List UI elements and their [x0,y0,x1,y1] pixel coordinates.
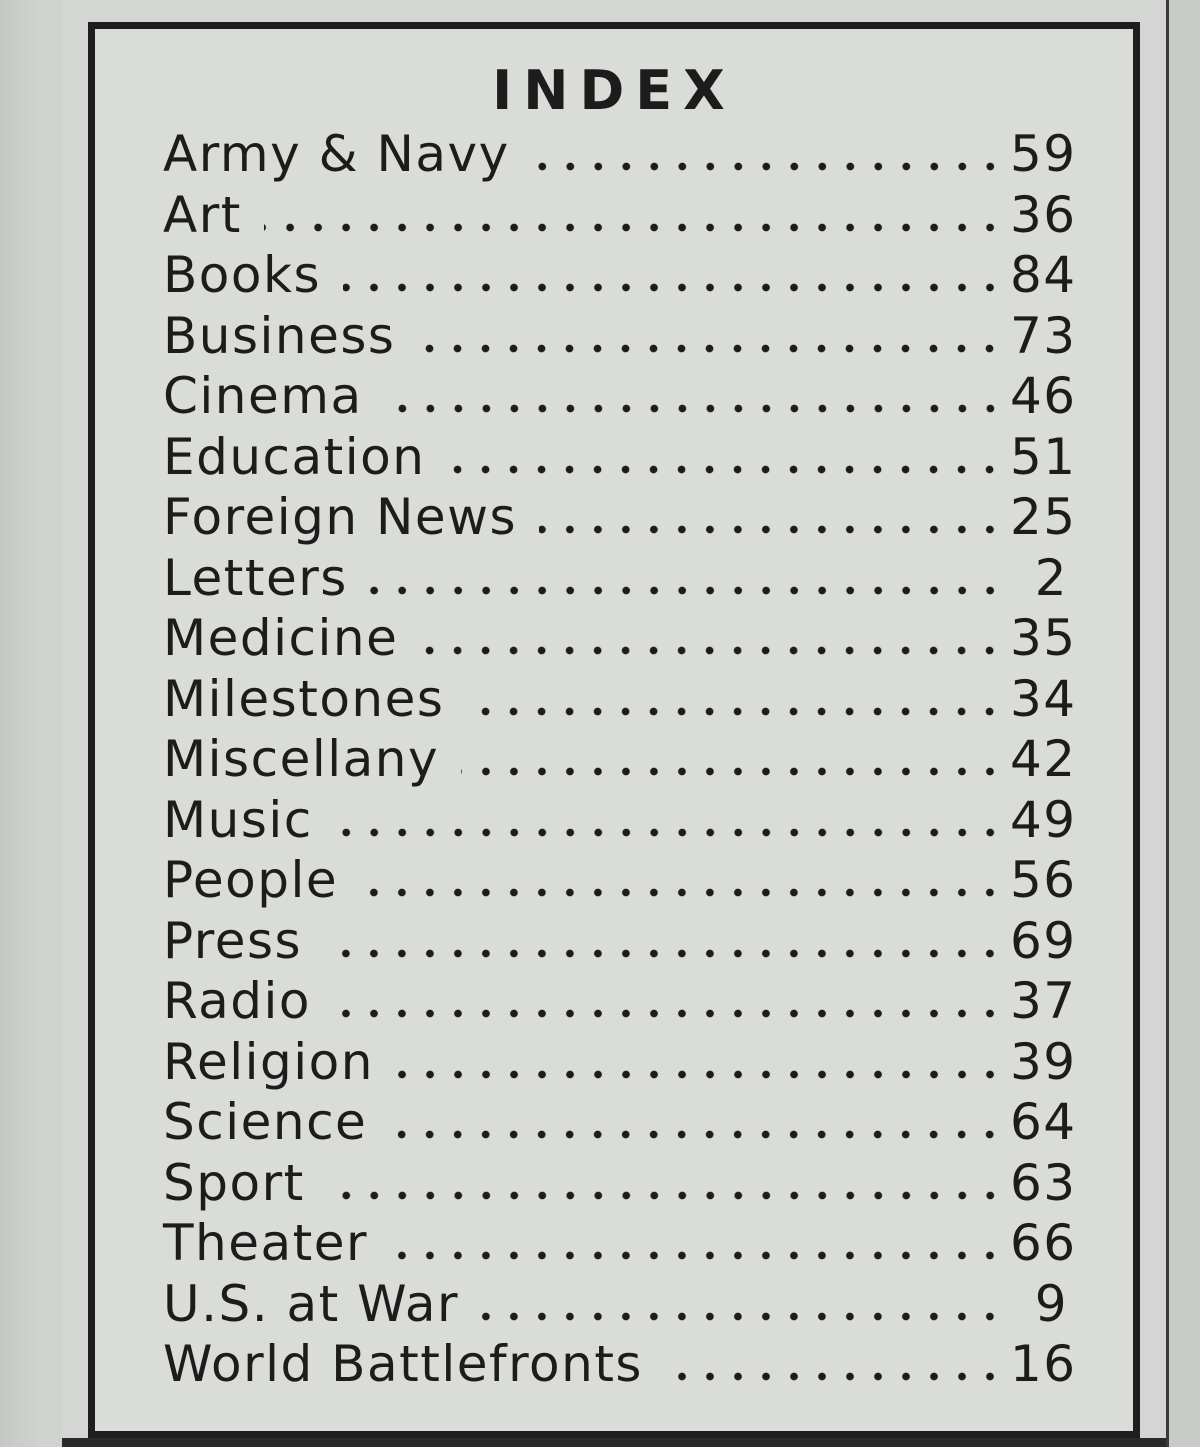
index-entry [163,729,1077,790]
index-entry-page: 39 [1010,1032,1077,1091]
dot-leader [333,1009,1004,1018]
index-entry-page: 36 [1010,185,1077,244]
dot-leader [264,223,1004,232]
index-entry [163,306,1077,367]
index-entry-page: 73 [1010,306,1077,365]
index-entry-page: 16 [1010,1335,1077,1393]
index-title: INDEX [492,59,736,122]
index-entry-page: 63 [1010,1153,1077,1212]
index-entry [163,427,1077,488]
index-entry-page: 46 [1010,367,1077,425]
index-entry-label: Army & Navy [163,125,510,183]
dot-leader [343,283,1004,292]
index-entry-page: 49 [1010,790,1077,849]
index-box [88,22,1140,1438]
index-entry-page: 59 [1010,125,1077,183]
index-entry-label: Religion [163,1032,374,1091]
index-entry [163,1032,1077,1093]
dot-leader [370,586,1004,595]
index-entry-label: Theater [163,1214,369,1272]
index-entry [163,245,1077,306]
index-entry-label: Science [163,1093,368,1151]
index-entry-label: Foreign News [163,488,518,546]
index-entry-page: 51 [1010,427,1077,486]
index-entry-page: 35 [1010,609,1077,667]
dot-leader [447,465,1004,474]
index-entry-label: Sport [163,1153,305,1212]
index-entry-page: 84 [1010,246,1077,304]
index-entry-label: Milestones [163,669,445,728]
index-entry [163,608,1077,669]
index-entry [163,124,1077,185]
index-entry-label: Books [163,246,321,304]
index-entry [163,1334,1077,1395]
index-entry-page: 69 [1010,911,1077,970]
index-entry-page: 34 [1010,669,1077,728]
index-entry [163,911,1077,972]
index-entry [163,1213,1077,1274]
index-entry-page: 2 [1034,548,1068,607]
page-left-margin [0,0,62,1447]
dot-leader [417,344,1004,353]
dot-leader [539,525,1004,534]
dot-leader [385,404,1004,413]
dot-leader [466,707,1004,716]
dot-leader [532,162,1004,171]
index-entry [163,669,1077,730]
index-entry-label: Medicine [163,609,399,667]
index-entry-label: World Battlefronts [163,1335,643,1393]
index-entry-label: U.S. at War [163,1274,460,1333]
index-entry [163,185,1077,246]
dot-leader [335,828,1004,837]
dot-leader [390,1251,1004,1260]
index-entry [163,1274,1068,1335]
index-entry-page: 42 [1010,730,1077,788]
index-entry-page: 64 [1010,1093,1077,1151]
dot-leader [360,888,1004,897]
index-entry-page: 37 [1010,972,1077,1030]
dot-leader [327,1191,1004,1200]
dot-leader [461,767,1004,776]
index-entry-label: Music [163,790,313,849]
index-entry-label: People [163,851,339,909]
index-entry-label: Business [163,306,396,365]
index-entry-label: Art [163,185,242,244]
page-right-margin [1169,0,1200,1447]
index-entry [163,548,1068,609]
dot-leader [665,1372,1004,1381]
index-entry-page: 56 [1010,851,1077,909]
index-entry-label: Cinema [163,367,363,425]
index-entry [163,487,1077,548]
index-entry [163,1153,1077,1214]
index-entry [163,971,1077,1032]
dot-leader [420,646,1004,655]
index-entry-label: Radio [163,972,312,1030]
index-entry [163,1092,1077,1153]
index-entry-label: Letters [163,548,348,607]
dot-leader [389,1130,1004,1139]
index-entry-label: Miscellany [163,730,440,788]
index-entry-page: 25 [1010,488,1077,546]
index-entry-list [163,124,1077,1395]
dot-leader [324,949,1004,958]
index-entry [163,850,1077,911]
page-bottom-edge [62,1438,1166,1447]
index-entry-label: Press [163,911,303,970]
index-entry [163,366,1077,427]
index-entry-page: 66 [1010,1214,1077,1272]
dot-leader [396,1070,1004,1079]
index-entry-page: 9 [1034,1274,1068,1333]
dot-leader [481,1312,1004,1321]
index-entry [163,790,1077,851]
index-entry-label: Education [163,427,426,486]
